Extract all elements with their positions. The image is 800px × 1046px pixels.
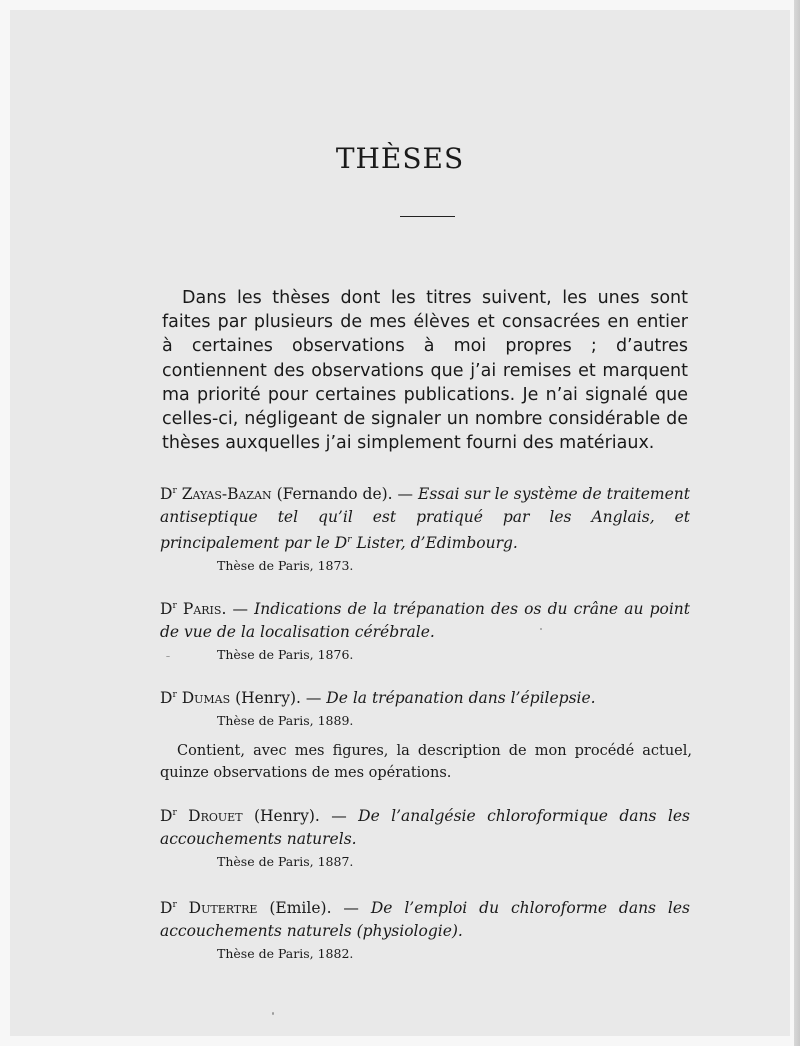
entry-work-title: Essai sur le système de traitement antiseptique tel qu’il est pratiqué par les Anglais, et principalement par le $D^r$ Lister, d’Edimbourg. (160, 485, 690, 552)
thesis-entry-zayas-bazan (160, 480, 690, 576)
entry-author: $D^r$ Dutertre (Emile). — (160, 899, 371, 917)
entry-work-title: De l’emploi du chloroforme dans les accouchements naturels (physiologie). (160, 899, 690, 940)
entry-citation (160, 802, 690, 851)
thesis-entry-dutertre (160, 894, 690, 964)
entry-author: $D^r$ Zayas-Bazan (Fernando de). — (160, 485, 419, 503)
thesis-entry-drouet (160, 802, 690, 872)
entry-thesis-info: Thèse de Paris, 1882. (217, 946, 354, 961)
thesis-entry-dumas (160, 684, 690, 731)
entry-thesis-info: Thèse de Paris, 1889. (217, 713, 354, 728)
entry-work-title: Indications de la trépanation des os du crâne au point de vue de la localisation cérébrale. (160, 600, 690, 641)
title-rule (400, 216, 455, 217)
entry-author: $D^r$ Drouet (Henry). — (160, 807, 359, 825)
entry-author: $D^r$ Paris. — (160, 600, 255, 618)
page-title: THÈSES (335, 142, 465, 175)
entry-thesis-info: Thèse de Paris, 1873. (217, 558, 354, 573)
thesis-entry-paris (160, 595, 690, 665)
dumas-note: Contient, avec mes figures, la description de mon procédé actuel, quinze observations de mes opérations. (160, 743, 692, 781)
scan-speck (166, 656, 170, 657)
entry-citation (160, 684, 690, 710)
entry-thesis-info: Thèse de Paris, 1887. (217, 854, 354, 869)
entry-citation (160, 894, 690, 943)
scan-speck (272, 1012, 274, 1015)
entry-work-title: De la trépanation dans l’épilepsie. (326, 689, 596, 707)
entry-author: $D^r$ Dumas (Henry). — (160, 689, 327, 707)
entry-citation (160, 480, 690, 555)
entry-citation (160, 595, 690, 644)
scan-speck (540, 628, 542, 630)
entry-thesis-info: Thèse de Paris, 1876. (217, 647, 354, 662)
intro-paragraph: Dans les thèses dont les titres suivent, les unes sont faites par plusieurs de mes élèves et consacrées en entier à certaines observations à moi propres ; d’autres contiennent des observations que j’ai remises et marquent ma priorité pour certaines publications. Je n’ai signalé que celles-ci, négligeant de signaler un nombre considérable de thèses auxquelles j’ai simplement fourni des matériaux. (162, 288, 688, 454)
entry-work-title: De l’analgésie chloroformique dans les accouchements naturels. (160, 807, 690, 848)
